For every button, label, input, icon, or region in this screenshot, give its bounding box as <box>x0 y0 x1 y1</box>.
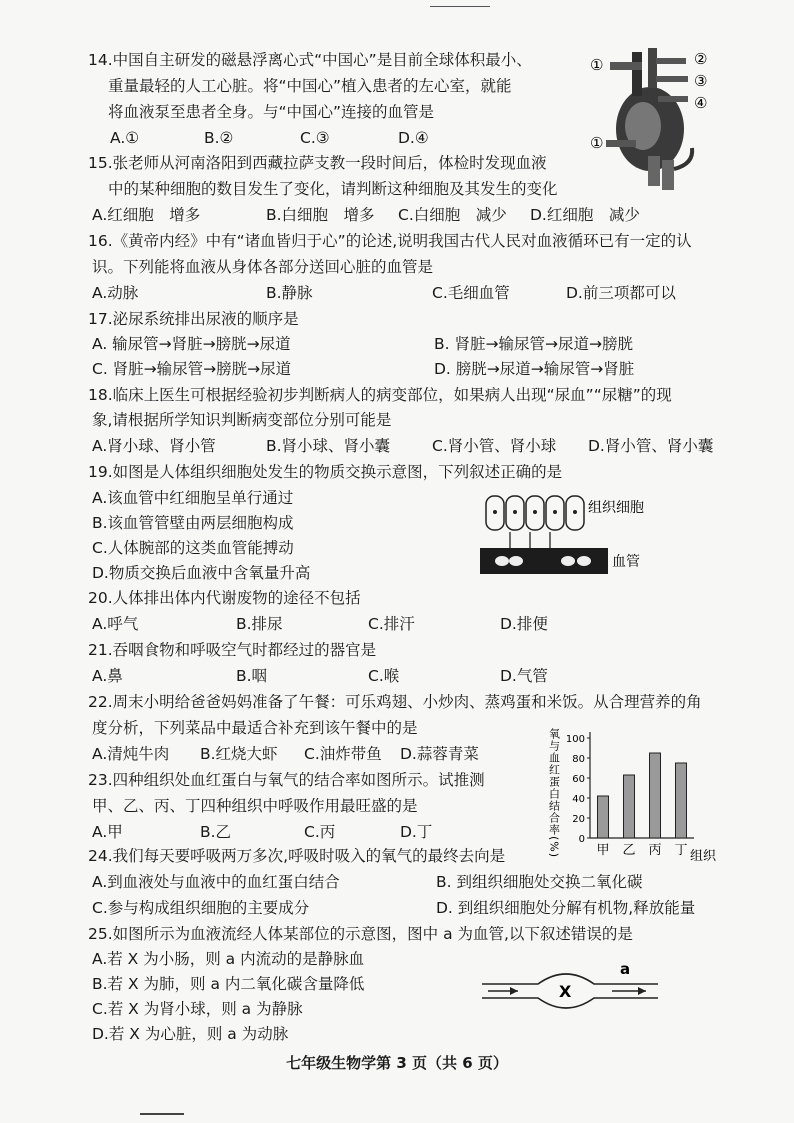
q15-option-c: C.白细胞 减少 <box>398 206 507 224</box>
chart-y-tick-label: 40 <box>572 794 585 805</box>
vessel-label: 血管 <box>612 554 640 570</box>
q23-option-b: B.乙 <box>200 823 232 841</box>
q15-option-a: A.红细胞 增多 <box>92 206 201 224</box>
q24-option-a: A.到血液处与血液中的血红蛋白结合 <box>92 873 340 891</box>
q22-option-b: B.红烧大虾 <box>200 745 278 763</box>
q19-option-b: B.该血管管壁由两层细胞构成 <box>92 514 294 532</box>
chart-x-tick-label: 丁 <box>674 843 688 858</box>
q23-option-d: D.丁 <box>400 823 433 841</box>
q17-option-d: D. 膀胱→尿道→输尿管→肾脏 <box>434 360 635 378</box>
chart-bar <box>650 753 661 838</box>
q25-line-1: 25.如图所示为血液流经人体某部位的示意图，图中 a 为血管,以下叙述错误的是 <box>88 925 633 943</box>
q19-option-a: A.该血管中红细胞呈单行通过 <box>92 489 294 507</box>
q17-option-c: C. 肾脏→输尿管→膀胱→尿道 <box>92 360 292 378</box>
q17-line-1: 17.泌尿系统排出尿液的顺序是 <box>88 310 299 328</box>
heart-label-2: ② <box>694 50 708 68</box>
q21-line-1: 21.吞咽食物和呼吸空气时都经过的器官是 <box>88 641 377 659</box>
q24-option-c: C.参与构成组织细胞的主要成分 <box>92 899 310 917</box>
q16-option-a: A.动脉 <box>92 284 139 302</box>
q18-option-d: D.肾小管、肾小囊 <box>588 437 714 455</box>
chart-bar <box>624 775 635 838</box>
q15-line-1: 15.张老师从河南洛阳到西藏拉萨支教一段时间后，体检时发现血液 <box>88 154 547 172</box>
q24-line-1: 24.我们每天要呼吸两万多次,呼吸时吸入的氧气的最终去向是 <box>88 847 506 865</box>
q14-option-a: A.① <box>110 129 140 147</box>
q19-line-1: 19.如图是人体组织细胞处发生的物质交换示意图，下列叙述正确的是 <box>88 463 563 481</box>
q16-option-c: C.毛细血管 <box>432 284 510 302</box>
page-footer: 七年级生物学第 3 页（共 6 页） <box>286 1054 508 1072</box>
q24-option-d: D. 到组织细胞处分解有机物,释放能量 <box>436 899 696 917</box>
chart-y-tick-label: 100 <box>565 734 585 745</box>
q18-line-1: 18.临床上医生可根据经验初步判断病人的病变部位，如果病人出现“尿血”“尿糖”的现 <box>88 386 672 404</box>
chart-y-tick-label: 80 <box>572 754 585 765</box>
q18-line-2: 象,请根据所学知识判断病变部位分别可能是 <box>92 411 392 429</box>
top-rule <box>430 6 490 7</box>
bottom-rule <box>140 1113 184 1115</box>
q23-line-2: 甲、乙、丙、丁四种组织中呼吸作用最旺盛的是 <box>92 797 418 815</box>
chart-x-tick-label: 丙 <box>648 843 662 858</box>
q14-option-d: D.④ <box>398 129 429 147</box>
chart-y-tick-label: 60 <box>572 774 585 785</box>
q16-option-b: B.静脉 <box>266 284 313 302</box>
q14-line-2: 重量最轻的人工心脏。将“中国心”植入患者的左心室，就能 <box>108 77 512 95</box>
q21-option-a: A.鼻 <box>92 667 123 685</box>
q23-option-c: C.丙 <box>304 823 336 841</box>
q18-option-c: C.肾小管、肾小球 <box>432 437 557 455</box>
heart-label-4: ④ <box>694 94 708 112</box>
blood-flow-figure <box>478 958 668 1028</box>
chart-y-tick-label: 20 <box>572 814 585 825</box>
q25-option-b: B.若 X 为肺，则 a 内二氧化碳含量降低 <box>92 975 365 993</box>
q22-line-2: 度分析，下列菜品中最适合补充到该午餐中的是 <box>92 719 418 737</box>
q22-option-d: D.蒜蓉青菜 <box>400 745 479 763</box>
q17-option-b: B. 肾脏→输尿管→尿道→膀胱 <box>434 335 633 353</box>
q20-option-c: C.排汗 <box>368 615 415 633</box>
artificial-heart-figure <box>588 44 718 194</box>
oxygen-binding-bar-chart <box>540 718 724 866</box>
q20-option-b: B.排尿 <box>236 615 283 633</box>
chart-bar <box>598 796 609 838</box>
q19-option-c: C.人体腕部的这类血管能搏动 <box>92 539 294 557</box>
organ-x-label: X <box>559 982 572 1001</box>
heart-label-1b: ① <box>590 134 604 152</box>
q24-option-b: B. 到组织细胞处交换二氧化碳 <box>436 873 643 891</box>
chart-x-tick-label: 甲 <box>596 843 610 858</box>
chart-xlabel: 组织 <box>690 849 717 864</box>
q21-option-b: B.咽 <box>236 667 268 685</box>
chart-y-tick-label: 0 <box>578 834 585 845</box>
q20-line-1: 20.人体排出体内代谢废物的途径不包括 <box>88 589 361 607</box>
q18-option-b: B.肾小球、肾小囊 <box>266 437 391 455</box>
q25-option-a: A.若 X 为小肠，则 a 内流动的是静脉血 <box>92 950 365 968</box>
vessel-a-label: a <box>620 960 631 978</box>
q16-option-d: D.前三项都可以 <box>566 284 676 302</box>
q19-option-d: D.物质交换后血液中含氧量升高 <box>92 564 311 582</box>
q15-option-d: D.红细胞 减少 <box>530 206 640 224</box>
q20-option-a: A.呼气 <box>92 615 139 633</box>
q22-line-1: 22.周末小明给爸爸妈妈准备了午餐：可乐鸡翅、小炒肉、蒸鸡蛋和米饭。从合理营养的角 <box>88 693 702 711</box>
q16-line-2: 识。下列能将血液从身体各部分送回心脏的血管是 <box>92 258 434 276</box>
q25-option-c: C.若 X 为肾小球，则 a 为静脉 <box>92 1000 303 1018</box>
capillary-exchange-figure <box>480 490 680 580</box>
q21-option-d: D.气管 <box>500 667 548 685</box>
q25-option-d: D.若 X 为心脏，则 a 为动脉 <box>92 1025 289 1043</box>
q16-line-1: 16.《黄帝内经》中有“诸血皆归于心”的论述,说明我国古代人民对血液循环已有一定的认 <box>88 232 692 250</box>
q23-option-a: A.甲 <box>92 823 123 841</box>
q15-line-2: 中的某种细胞的数目发生了变化，请判断这种细胞及其发生的变化 <box>108 180 558 198</box>
q23-line-1: 23.四种组织处血红蛋白与氧气的结合率如图所示。试推测 <box>88 771 485 789</box>
chart-bar <box>676 763 687 838</box>
heart-label-1: ① <box>590 56 604 74</box>
q14-option-c: C.③ <box>300 129 330 147</box>
q20-option-d: D.排便 <box>500 615 548 633</box>
chart-x-tick-label: 乙 <box>622 843 636 858</box>
q18-option-a: A.肾小球、肾小管 <box>92 437 216 455</box>
q15-option-b: B.白细胞 增多 <box>266 206 375 224</box>
chart-ylabel: 氧与血红蛋白结合率(%) <box>547 728 561 859</box>
q22-option-a: A.清炖牛肉 <box>92 745 170 763</box>
tissue-cell-label: 组织细胞 <box>588 500 644 516</box>
heart-label-3: ③ <box>694 72 708 90</box>
q14-option-b: B.② <box>204 129 234 147</box>
q14-line-3: 将血液泵至患者全身。与“中国心”连接的血管是 <box>108 103 435 121</box>
q21-option-c: C.喉 <box>368 667 400 685</box>
q17-option-a: A. 输尿管→肾脏→膀胱→尿道 <box>92 335 291 353</box>
q22-option-c: C.油炸带鱼 <box>304 745 382 763</box>
q14-line-1: 14.中国自主研发的磁悬浮离心式“中国心”是目前全球体积最小、 <box>88 51 532 69</box>
